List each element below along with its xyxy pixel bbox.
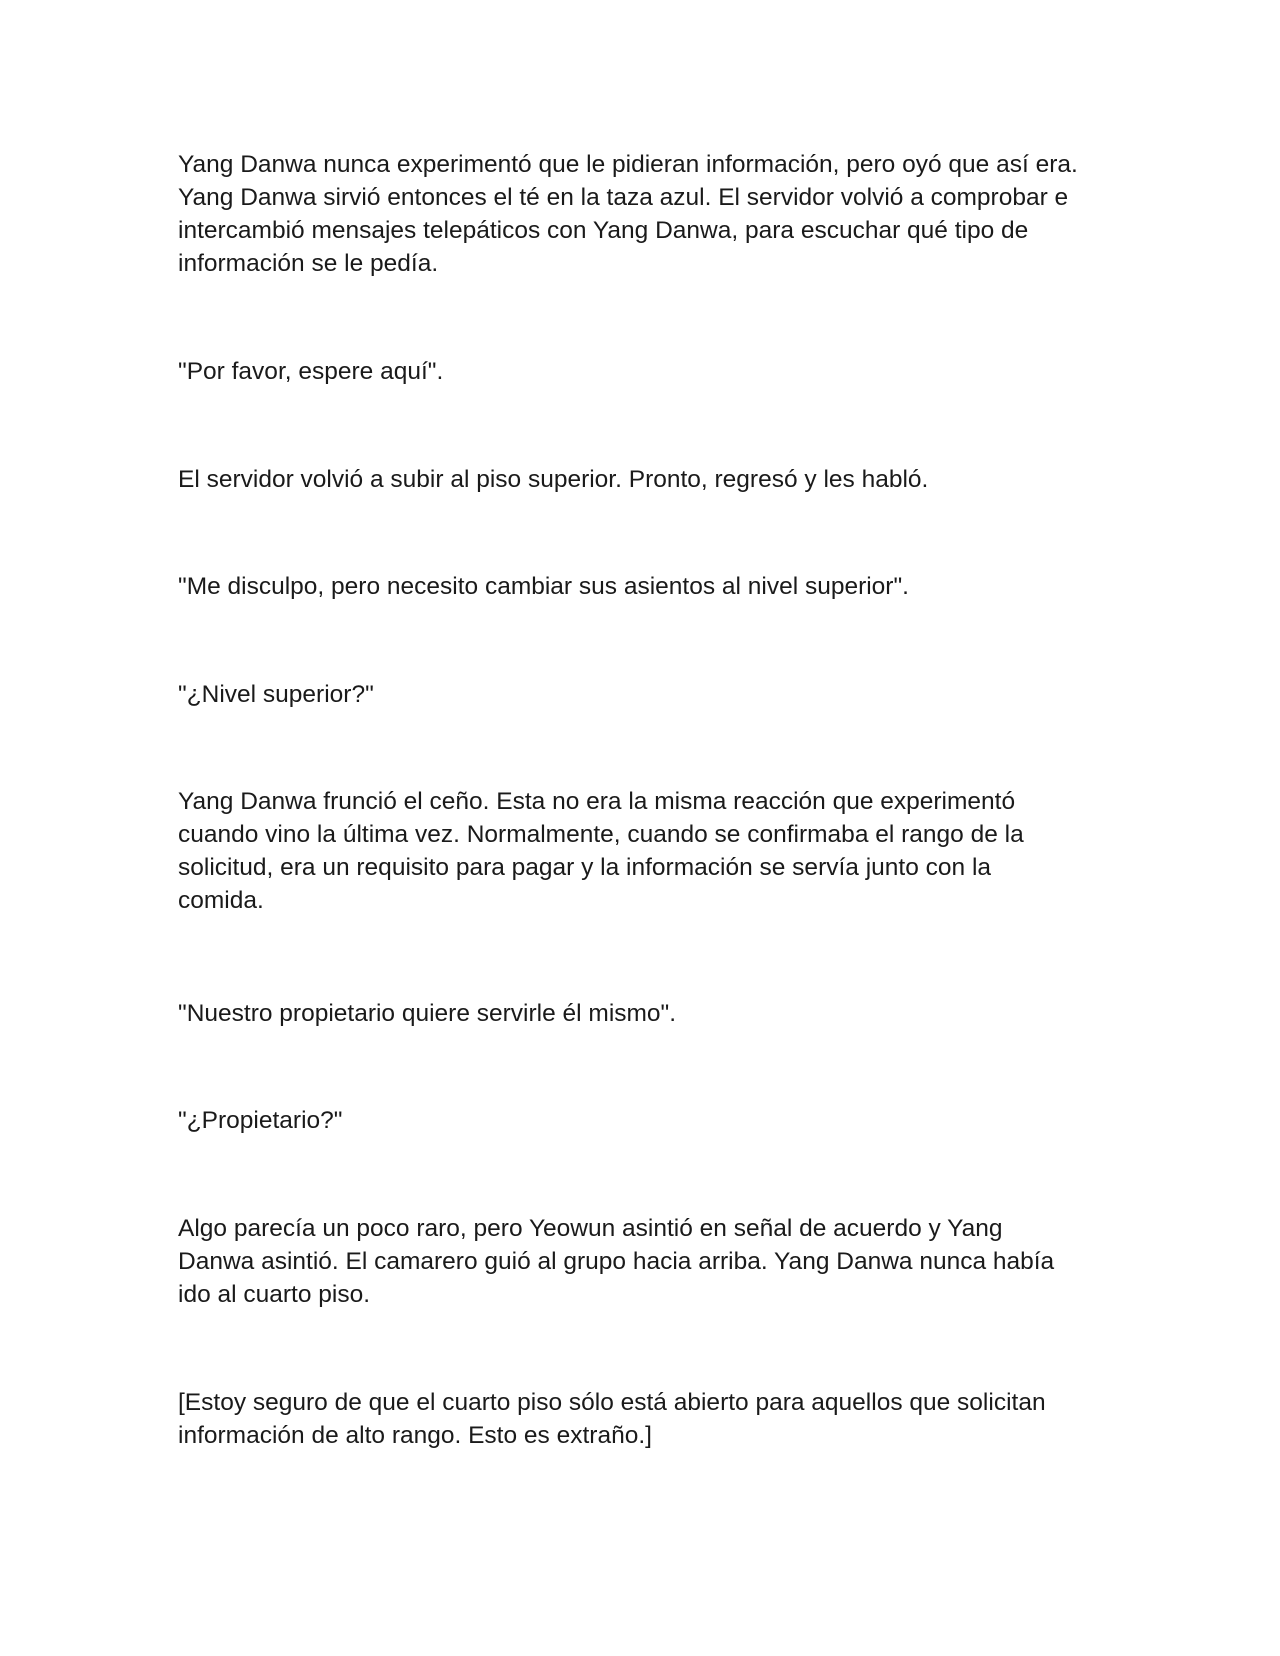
paragraph-2: [178, 355, 1118, 388]
text-line: [Estoy seguro de que el cuarto piso sólo está abierto para aquellos que solicitan: [178, 1389, 1046, 1416]
text-line: intercambió mensajes telepáticos con Yang Danwa, para escuchar qué tipo de: [178, 217, 1029, 244]
paragraph-5: [178, 678, 1118, 711]
paragraph-10: [178, 1386, 1118, 1452]
text-line: comida.: [178, 887, 264, 914]
text-line: Algo parecía un poco raro, pero Yeowun asintió en señal de acuerdo y Yang: [178, 1215, 1003, 1242]
paragraph-3: [178, 463, 1118, 496]
paragraph-1: [178, 148, 1118, 280]
text-line: solicitud, era un requisito para pagar y la información se servía junto con la: [178, 854, 992, 881]
text-line: Yang Danwa nunca experimentó que le pidieran información, pero oyó que así era.: [178, 151, 1078, 178]
text-line: "¿Propietario?": [178, 1107, 343, 1134]
text-line: "Nuestro propietario quiere servirle él mismo".: [178, 1000, 677, 1027]
text-line: cuando vino la última vez. Normalmente, cuando se confirmaba el rango de la: [178, 821, 1024, 848]
text-line: información se le pedía.: [178, 250, 439, 277]
text-line: Yang Danwa sirvió entonces el té en la taza azul. El servidor volvió a comprobar e: [178, 184, 1069, 211]
text-line: información de alto rango. Esto es extraño.]: [178, 1422, 652, 1449]
text-line: "Me disculpo, pero necesito cambiar sus asientos al nivel superior".: [178, 573, 909, 600]
paragraph-7: [178, 997, 1118, 1030]
paragraph-4: [178, 570, 1118, 603]
text-line: Danwa asintió. El camarero guió al grupo hacia arriba. Yang Danwa nunca había: [178, 1248, 1055, 1275]
text-line: "Por favor, espere aquí".: [178, 358, 444, 385]
text-line: El servidor volvió a subir al piso superior. Pronto, regresó y les habló.: [178, 466, 929, 493]
paragraph-6: [178, 785, 1118, 917]
text-line: ido al cuarto piso.: [178, 1281, 371, 1308]
text-line: Yang Danwa frunció el ceño. Esta no era la misma reacción que experimentó: [178, 788, 1016, 815]
paragraph-8: [178, 1104, 1118, 1137]
text-line: "¿Nivel superior?": [178, 681, 374, 708]
paragraph-9: [178, 1212, 1118, 1311]
